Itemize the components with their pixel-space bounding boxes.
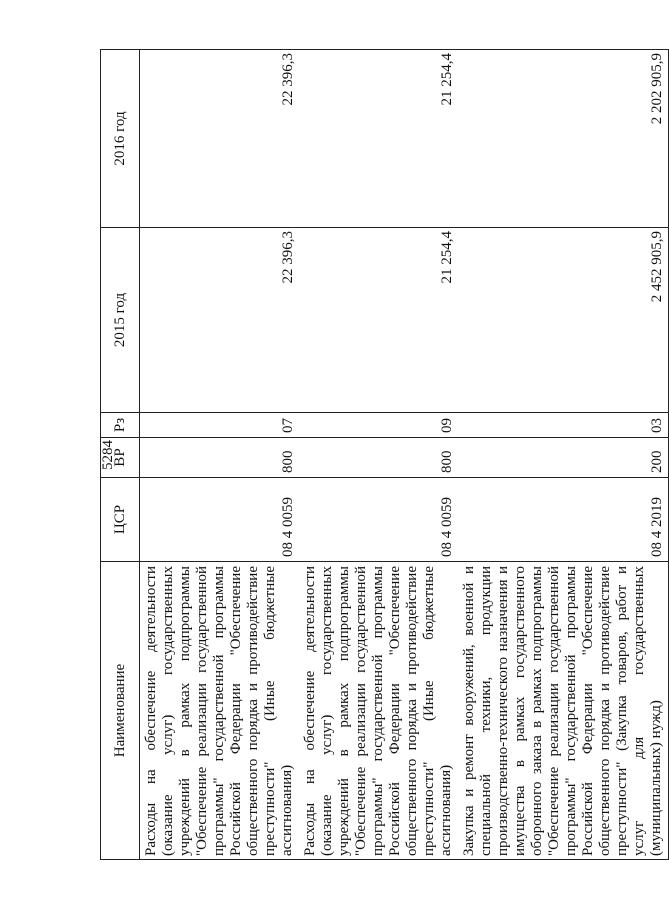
row-2015: 2 452 905,9 [458, 228, 669, 413]
header-name: Наименование [101, 562, 140, 860]
table-header-row [101, 50, 140, 860]
row-2015: 21 254,4 [299, 228, 458, 413]
header-2016: 2016 год [101, 50, 140, 228]
header-2015: 2015 год [101, 228, 140, 413]
header-csr: ЦСР [101, 478, 140, 562]
header-rz: Рз [101, 413, 140, 438]
row-2016: 21 254,4 [299, 50, 458, 228]
table-row [299, 50, 458, 860]
row-rz: 07 [140, 413, 300, 438]
row-vr: 200 [458, 438, 669, 478]
row-name: Расходы на обеспечение деятельности (оказание услуг) государственных учреждений в рамках подпрограммы "Обеспечение реализации государственной программы" государственной программы Российской Федерации "Обеспечение общественного порядка и противодействие преступности" (Иные бюджетные ассигнования) [299, 562, 458, 860]
row-vr: 800 [140, 438, 300, 478]
row-csr: 08 4 0059 [140, 478, 300, 562]
row-2016: 2 202 905,9 [458, 50, 669, 228]
row-rz: 03 [458, 413, 669, 438]
row-csr: 08 4 2019 [458, 478, 669, 562]
page-number: 5284 [100, 440, 116, 470]
table-row [458, 50, 669, 860]
row-2015: 22 396,3 [140, 228, 300, 413]
budget-table [100, 49, 669, 860]
row-csr: 08 4 0059 [299, 478, 458, 562]
budget-table-sheet [100, 50, 665, 860]
row-name: Расходы на обеспечение деятельности (оказание услуг) государственных учреждений в рамках подпрограммы "Обеспечение реализации государственной программы" государственной программы Российской Федерации "Обеспечение общественного порядка и противодействие преступности" (Иные бюджетные ассигнования) [140, 562, 300, 860]
header-vr: ВР [101, 438, 140, 478]
row-2016: 22 396,3 [140, 50, 300, 228]
row-name: Закупка и ремонт вооружений, военной и специальной техники, продукции производственно-технического назначения и имущества в рамках государственного оборонного заказа в рамках подпрограммы "Обеспечение реализации государственной программы" государственной программы Российской Федерации "Обеспечение общественного порядка и противодействие преступности" (Закупка товаров, работ и услуг для государственных (муниципальных) нужд) [458, 562, 669, 860]
row-rz: 09 [299, 413, 458, 438]
table-row [140, 50, 300, 860]
row-vr: 800 [299, 438, 458, 478]
